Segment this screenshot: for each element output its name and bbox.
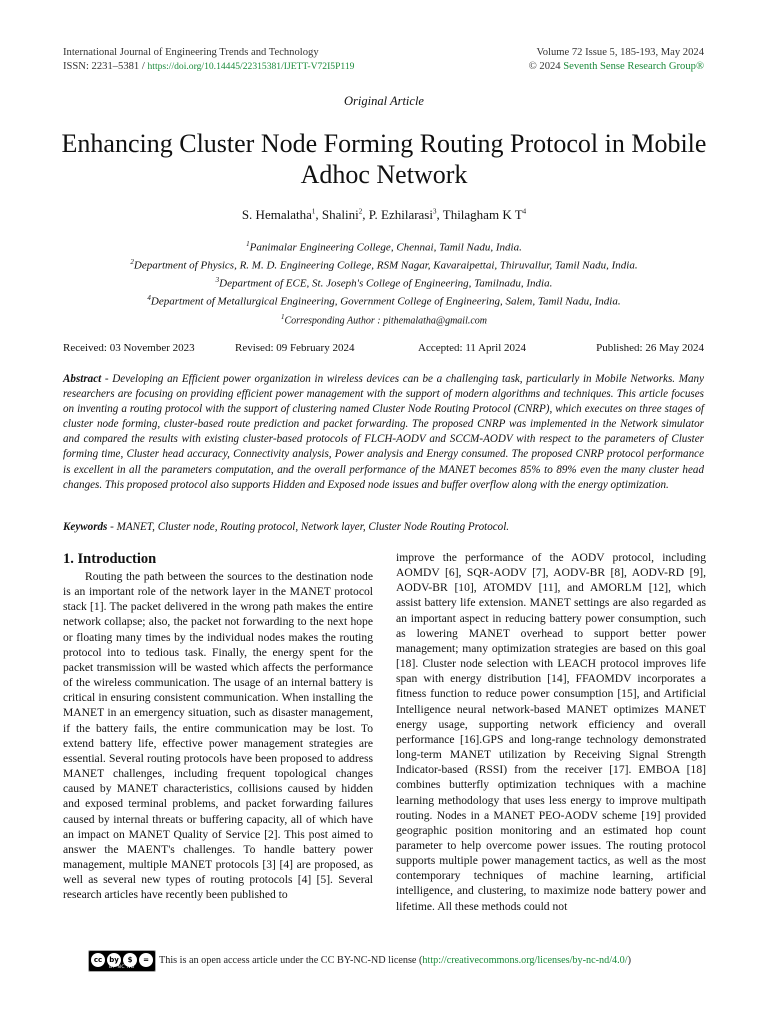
- affiliation: [0, 237, 768, 255]
- affiliation: [0, 273, 768, 291]
- affiliation-text: Department of Physics, R. M. D. Engineering College, RSM Nagar, Kavaraipettai, Thiruvallur, Tamil Nadu, India.: [133, 259, 638, 272]
- author: [443, 207, 526, 222]
- volume-header: [529, 46, 704, 74]
- author-separator: ,: [362, 207, 369, 222]
- publisher-link[interactable]: Seventh Sense Research Group®: [563, 61, 704, 72]
- author: [322, 207, 369, 222]
- author-name: Shalini: [321, 207, 359, 222]
- received-date: Received: 03 November 2023: [63, 342, 195, 354]
- article-type: Original Article: [344, 94, 424, 108]
- cc-license-badge[interactable]: [88, 950, 156, 972]
- by-icon: by: [107, 953, 121, 967]
- nc-icon: $: [123, 953, 137, 967]
- issn-line: [63, 60, 354, 74]
- journal-header: [63, 46, 354, 74]
- keywords: [63, 520, 704, 535]
- license-text: [159, 955, 631, 966]
- author-separator: ,: [315, 207, 322, 222]
- badge-tags: BY NC ND: [109, 965, 135, 970]
- affiliation-text: Department of Metallurgical Engineering, Government College of Engineering, Salem, Tamil Nadu, India.: [150, 296, 621, 309]
- corresponding-sup: 1: [280, 313, 285, 321]
- license-prefix: This is an open access article under the CC BY-NC-ND license (: [159, 955, 423, 966]
- author: [369, 207, 443, 222]
- body-column-right: [396, 550, 706, 914]
- corresponding-text: Corresponding Author : pithemalatha@gmail.com: [284, 315, 488, 327]
- author-sup: 1: [311, 207, 316, 216]
- paper-title: Enhancing Cluster Node Forming Routing Protocol in Mobile Adhoc Network: [61, 129, 707, 189]
- abstract-label: Abstract: [63, 373, 102, 385]
- nd-icon: =: [139, 953, 153, 967]
- affiliation: [0, 291, 768, 309]
- author-list: [0, 207, 768, 223]
- author-sup: 2: [358, 207, 363, 216]
- author-separator: ,: [436, 207, 443, 222]
- abstract: [63, 372, 704, 493]
- affiliation: [0, 255, 768, 273]
- section-heading: 1. Introduction: [63, 551, 157, 567]
- corresponding-author: [0, 313, 768, 326]
- volume-info: Volume 72 Issue 5, 185-193, May 2024: [536, 47, 704, 58]
- abstract-text: - Developing an Efficient power organization in wireless devices can be a challenging task, particularly in Mobile Networks. Many researchers are focusing on providing efficient power management with the support of modern algorithms and techniques. This article focuses on inventing a routing protocol with the support of clustering named Cluster Node Routing Protocol (CNRP), which executes on three stages of cluster node forming, cluster-based route prediction and packet forwarding. The proposed CNRP was implemented in the Network simulator and compared the results with existing cluster-based protocols of FLCH-AODV and SCCM-AODV with respect to the parameters of Cluster forming time, Cluster head accuracy, Connectivity analysis, Power analysis and Energy consumed. The proposed CNRP protocol performance is excellent in all the parameters computation, and the overall performance of the MANET becomes 85% to 89% even the many cluster head changes. This proposed protocol also supports Hidden and Exposed node issues and buffer overflow along with the energy optimization.: [63, 373, 704, 491]
- copyright-line: [529, 60, 704, 74]
- accepted-date: Accepted: 11 April 2024: [418, 342, 527, 354]
- affiliation-sup: 3: [215, 276, 220, 285]
- affiliation-sup: 2: [130, 258, 134, 267]
- affiliation-text: Department of ECE, St. Joseph's College of Engineering, Tamilnadu, India.: [219, 277, 553, 290]
- affiliation-text: Panimalar Engineering College, Chennai, Tamil Nadu, India.: [249, 241, 522, 254]
- keywords-label: Keywords: [63, 521, 108, 533]
- affiliation-sup: 4: [147, 294, 151, 303]
- author-sup: 4: [522, 207, 527, 216]
- doi-link[interactable]: https://doi.org/10.14445/22315381/IJETT-V72I5P119: [147, 61, 355, 72]
- author-name: S. Hemalatha: [241, 207, 312, 222]
- body-paragraph: Routing the path between the sources to the destination node is an important role of the network layer in the MANET protocol stack [1]. The packet delivered in the wrong path makes the entire network collapse; also, the packet not forwarding to the next hope or floating many times by the individual nodes makes the routing protocol into to tedious task. Finally, the energy spent for the packet transmission will be wasted which affects the performance of the wireless communication. The usage of an internal battery is critical in ensuring consistent communication. When installing the MANET in an emergency situation, such as disaster management, if the battery fails, the entire communication may be lost. To extend battery life, effective power management strategies are essential. Several routing protocols have been proposed to address MANET challenges, including frequent topological changes caused by MANET characteristics, collisions caused by hidden and exposed terminal problems, and packet forwarding failures caused by internal threats or buffering capacity, all of which have an impact on MANET Quality of Service [2]. This post aimed to answer the MAENT's challenges. To handle battery power management, multiple MANET protocols [3] [4] are proposed, as well as several new types of routing protocols [4] [5]. Several research articles have recently been published to: [63, 570, 373, 902]
- keywords-text: - MANET, Cluster node, Routing protocol, Network layer, Cluster Node Routing Protocol.: [107, 521, 510, 533]
- published-date: Published: 26 May 2024: [596, 342, 704, 354]
- license-link[interactable]: http://creativecommons.org/licenses/by-nc-nd/4.0/: [422, 955, 628, 966]
- body-paragraph: improve the performance of the AODV protocol, including AOMDV [6], SQR-AODV [7], AODV-BR [8], AODV-RD [9], AODV-BR [10], ATOMDV [11], and AMORLM [12], which assist battery life extension. MANET settings are also regarded as an important aspect in reducing battery power consumption, such as lowering MANET overhead to support better power management; many optimization strategies are based on this goal [18]. Cluster node selection with LEACH protocol improves life span with energy distribution [14], FFAOMDV incorporates a fitness function to reduce power consumption [15], and Artificial Intelligence neural network-based MANET optimizes MANET energy usage, supporting network efficiency and overall performance [16].GPS and long-range technology demonstrated long-term MANET utilization by Receiving Signal Strength Indicator-based (RSSI) from the receiver [17]. EMBOA [18] combines butterfly optimization techniques with a machine learning methodology that uses less energy to improve multipath routing. Nodes in a MANET PEO-AODV scheme [19] provided geographic position monitoring and an estimated hop count parameter to help overcome power issues. The routing protocol supports multiple power management tactics, as well as the most contemporary techniques of machine learning, artificial intelligence, and clustering, to maximize node battery power and lifetime. All these methods could not: [396, 551, 706, 913]
- affiliation-list: [0, 237, 768, 310]
- body-column-left: [63, 550, 373, 902]
- author: [242, 207, 322, 222]
- cc-icon: cc: [91, 953, 105, 967]
- journal-name: International Journal of Engineering Trends and Technology: [63, 47, 319, 58]
- revised-date: Revised: 09 February 2024: [235, 342, 355, 354]
- publication-dates: [63, 342, 704, 356]
- issn: ISSN: 2231–5381 /: [63, 61, 145, 72]
- author-name: Thilagham K T: [442, 207, 523, 222]
- author-name: P. Ezhilarasi: [368, 207, 433, 222]
- affiliation-sup: 1: [246, 240, 250, 248]
- license-suffix: ): [627, 955, 632, 966]
- author-sup: 3: [432, 207, 437, 216]
- copyright-year: © 2024: [528, 61, 561, 72]
